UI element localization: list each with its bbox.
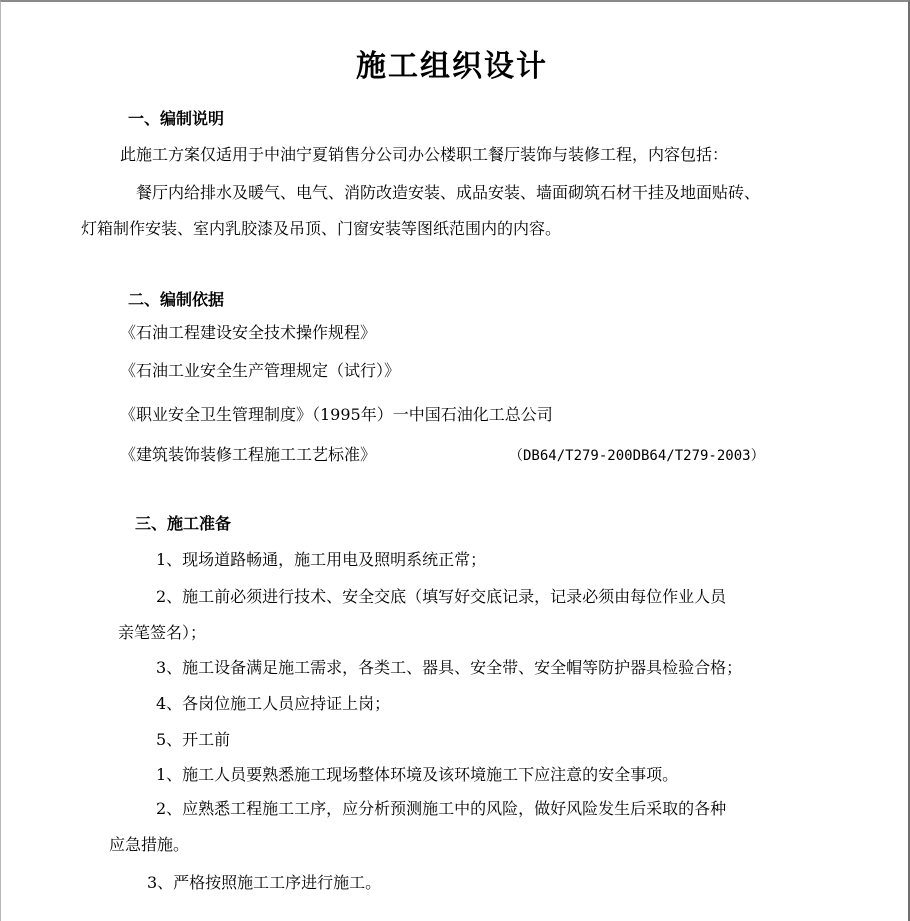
list-item: 5、开工前 bbox=[156, 730, 231, 749]
page-title: 施工组织设计 bbox=[356, 49, 548, 84]
reference-item: 《石油工程建设安全技术操作规程》 bbox=[120, 323, 377, 342]
reference-item: 《石油工业安全生产管理规定（试行）》 bbox=[120, 361, 401, 380]
reference-item: 《建筑装饰装修工程施工工艺标准》 bbox=[120, 445, 377, 464]
paragraph-intro: 此施工方案仅适用于中油宁夏销售分公司办公楼职工餐厅装饰与装修工程，内容包括： bbox=[120, 145, 729, 164]
section-heading-construction-preparation: 三、施工准备 bbox=[135, 514, 232, 533]
sub-list-item: 3、严格按照施工工序进行施工。 bbox=[147, 873, 382, 892]
list-item: 3、施工设备满足施工需求，各类工、器具、安全带、安全帽等防护器具检验合格； bbox=[156, 658, 743, 677]
list-item: 4、各岗位施工人员应持证上岗； bbox=[156, 694, 391, 713]
list-item-continuation: 亲笔签名）； bbox=[118, 623, 207, 642]
list-item: 2、施工前必须进行技术、安全交底（填写好交底记录，记录必须由每位作业人员 bbox=[156, 587, 727, 606]
list-item: 1、现场道路畅通，施工用电及照明系统正常； bbox=[156, 550, 487, 569]
sub-list-item: 1、施工人员要熟悉施工现场整体环境及该环境施工下应注意的安全事项。 bbox=[156, 765, 679, 784]
sub-list-item: 2、应熟悉工程施工工序，应分析预测施工中的风险，做好风险发生后采取的各种 bbox=[156, 799, 727, 818]
section-heading-compilation-notes: 一、编制说明 bbox=[128, 109, 225, 128]
standard-code: （DB64/T279-200DB64/T279-2003） bbox=[509, 448, 765, 464]
paragraph-scope-line-2: 灯箱制作安装、室内乳胶漆及吊顶、门窗安装等图纸范围内的内容。 bbox=[81, 219, 562, 238]
paragraph-scope-line-1: 餐厅内给排水及暖气、电气、消防改造安装、成品安装、墙面砌筑石材干挂及地面贴砖、 bbox=[136, 183, 761, 202]
reference-item: 《职业安全卫生管理制度》（1995年）一中国石油化工总公司 bbox=[120, 405, 553, 424]
sub-list-item-continuation: 应急措施。 bbox=[109, 835, 190, 854]
section-heading-compilation-basis: 二、编制依据 bbox=[128, 290, 225, 309]
